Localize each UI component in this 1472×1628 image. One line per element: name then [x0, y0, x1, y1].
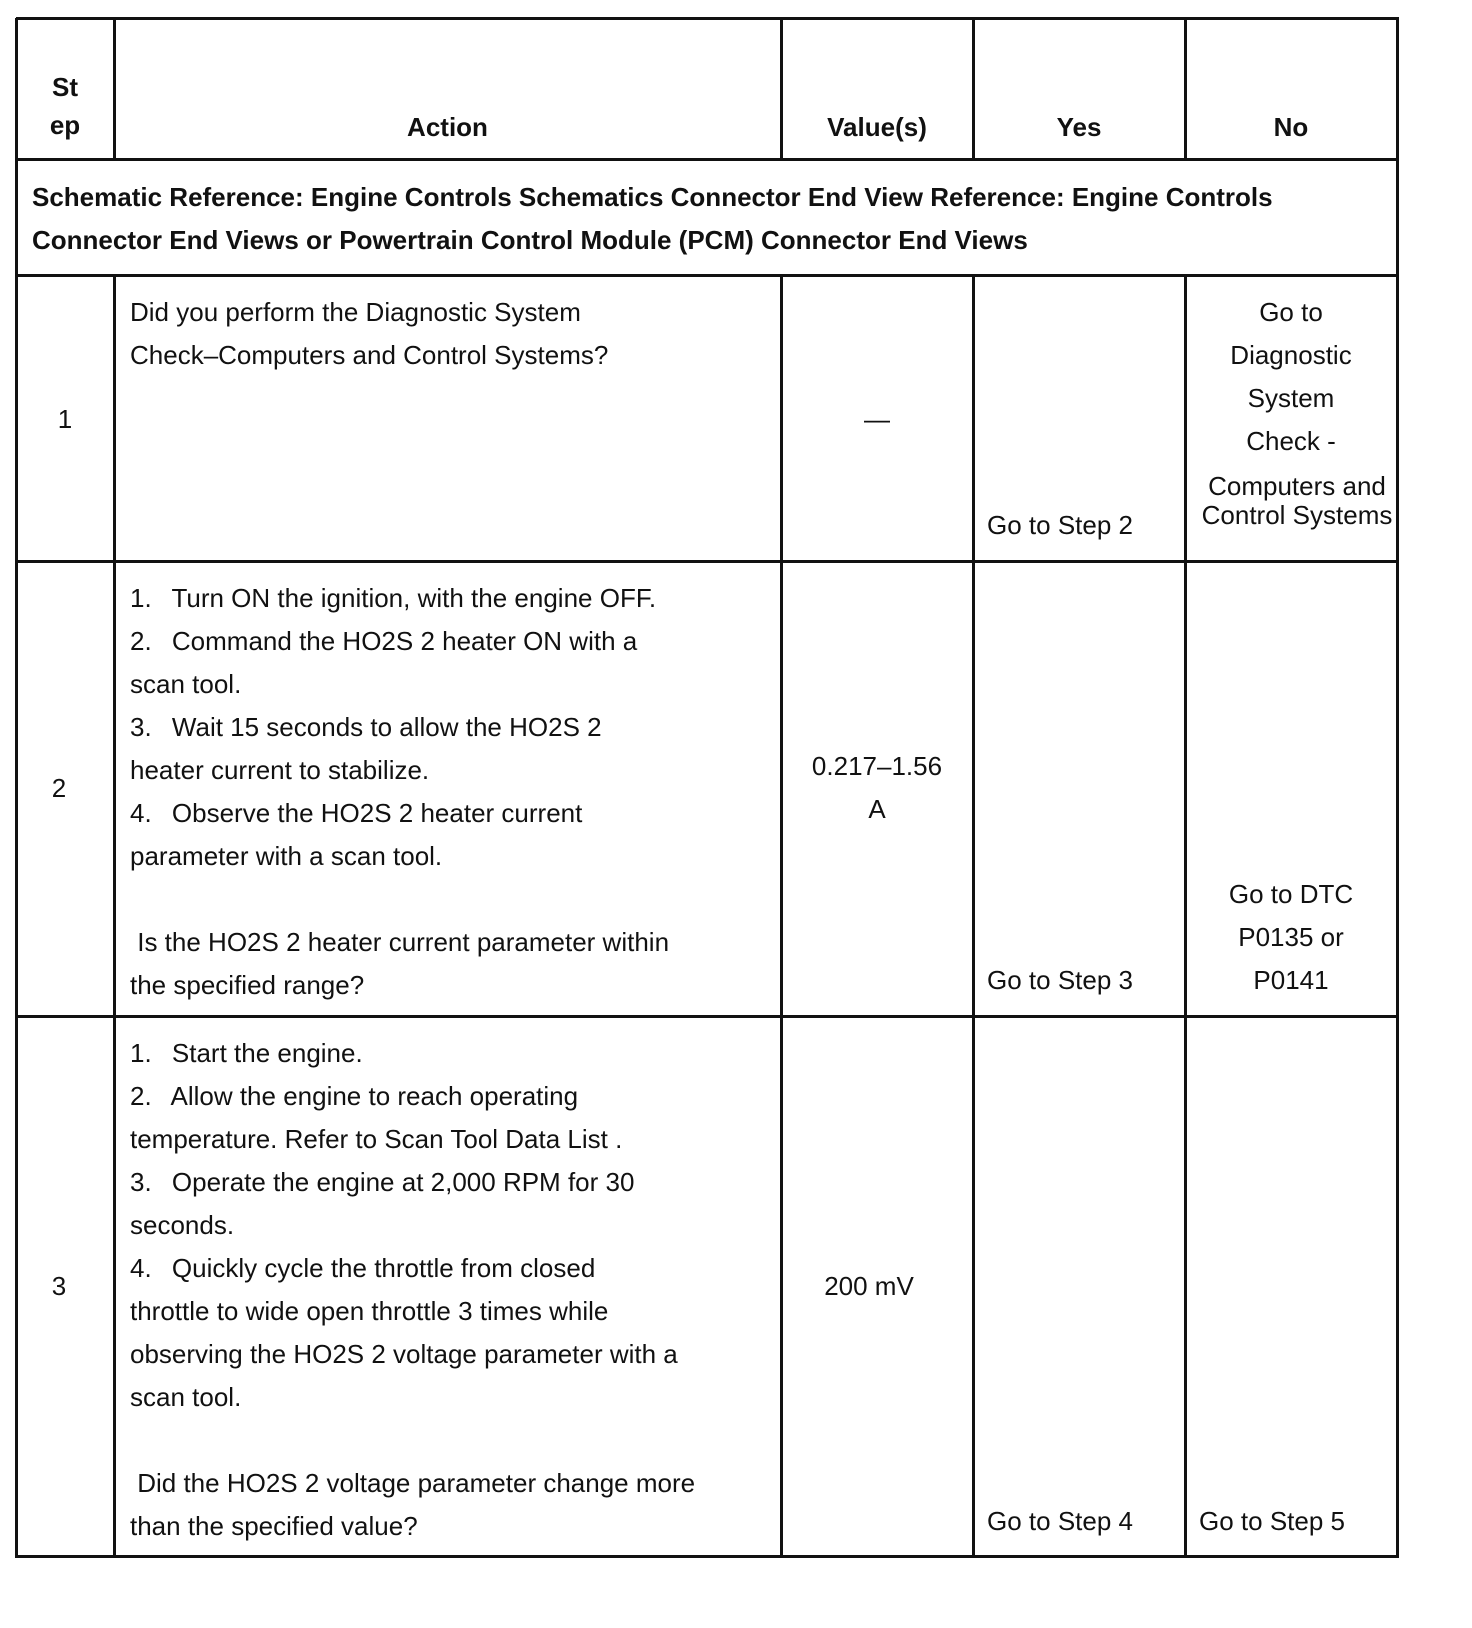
action-text: the specified range? — [130, 970, 365, 1000]
header-values: Value(s) — [827, 112, 927, 142]
schematic-reference: Connector End Views or Powertrain Control Module (PCM) Connector End Views — [32, 225, 1028, 255]
no-result: P0141 — [1253, 965, 1329, 995]
action-text: 2. Command the HO2S 2 heater ON with a — [130, 626, 638, 656]
action-text: 3. Operate the engine at 2,000 RPM for 30 — [130, 1167, 635, 1197]
action-text: scan tool. — [130, 1382, 242, 1412]
header-step: ep — [49, 110, 81, 140]
action-text: than the specified value? — [130, 1511, 418, 1541]
action-text: heater current to stabilize. — [130, 755, 430, 785]
value-text: 0.217–1.56 — [811, 751, 943, 781]
value-text: 200 mV — [824, 1271, 914, 1301]
action-text: 1. Turn ON the ignition, with the engine OFF. — [130, 583, 657, 613]
action-text: temperature. Refer to Scan Tool Data List . — [130, 1124, 623, 1154]
yes-result: Go to Step 2 — [987, 510, 1133, 540]
header-action: Action — [407, 112, 488, 142]
no-result: Check - — [1246, 426, 1336, 456]
action-text: parameter with a scan tool. — [130, 841, 443, 871]
yes-result: Go to Step 3 — [987, 965, 1133, 995]
step-number: 3 — [51, 1271, 67, 1301]
column-divider — [972, 275, 975, 1556]
action-text: 3. Wait 15 seconds to allow the HO2S 2 — [130, 712, 602, 742]
action-text: 1. Start the engine. — [130, 1038, 363, 1068]
no-result: Go to DTC — [1228, 879, 1354, 909]
action-text: throttle to wide open throttle 3 times while — [130, 1296, 609, 1326]
action-text: Did you perform the Diagnostic System — [130, 297, 581, 327]
action-text: 4. Quickly cycle the throttle from closed — [130, 1253, 596, 1283]
row-divider — [16, 1555, 1399, 1558]
no-result: Control Systems — [1201, 500, 1393, 530]
no-result: Go to — [1259, 297, 1323, 327]
header-no: No — [1273, 112, 1309, 142]
row-divider — [16, 17, 1399, 20]
action-text: scan tool. — [130, 669, 242, 699]
action-text: Check–Computers and Control Systems? — [130, 340, 609, 370]
row-divider — [16, 1015, 1399, 1018]
no-result: Computers and — [1208, 471, 1386, 501]
header-yes: Yes — [1056, 112, 1102, 142]
value-text: — — [864, 404, 890, 434]
action-text: 4. Observe the HO2S 2 heater current — [130, 798, 583, 828]
action-text: Is the HO2S 2 heater current parameter within — [130, 927, 670, 957]
step-number: 2 — [51, 773, 67, 803]
value-text: A — [868, 794, 886, 824]
row-divider — [16, 274, 1399, 277]
action-text: Did the HO2S 2 voltage parameter change more — [130, 1468, 696, 1498]
column-divider — [780, 275, 783, 1556]
no-result: Diagnostic — [1230, 340, 1352, 370]
column-divider — [113, 275, 116, 1556]
action-text: observing the HO2S 2 voltage parameter with a — [130, 1339, 678, 1369]
action-text: 2. Allow the engine to reach operating — [130, 1081, 579, 1111]
no-result: Go to Step 5 — [1199, 1506, 1345, 1536]
yes-result: Go to Step 4 — [987, 1506, 1133, 1536]
row-divider — [16, 158, 1399, 161]
schematic-reference: Schematic Reference: Engine Controls Schematics Connector End View Reference: Engine Controls — [32, 182, 1273, 212]
row-divider — [16, 560, 1399, 563]
no-result: System — [1247, 383, 1335, 413]
action-text: seconds. — [130, 1210, 235, 1240]
no-result: P0135 or — [1238, 922, 1344, 952]
table-border — [1396, 18, 1399, 1558]
header-step: St — [52, 72, 78, 102]
step-number: 1 — [57, 404, 73, 434]
